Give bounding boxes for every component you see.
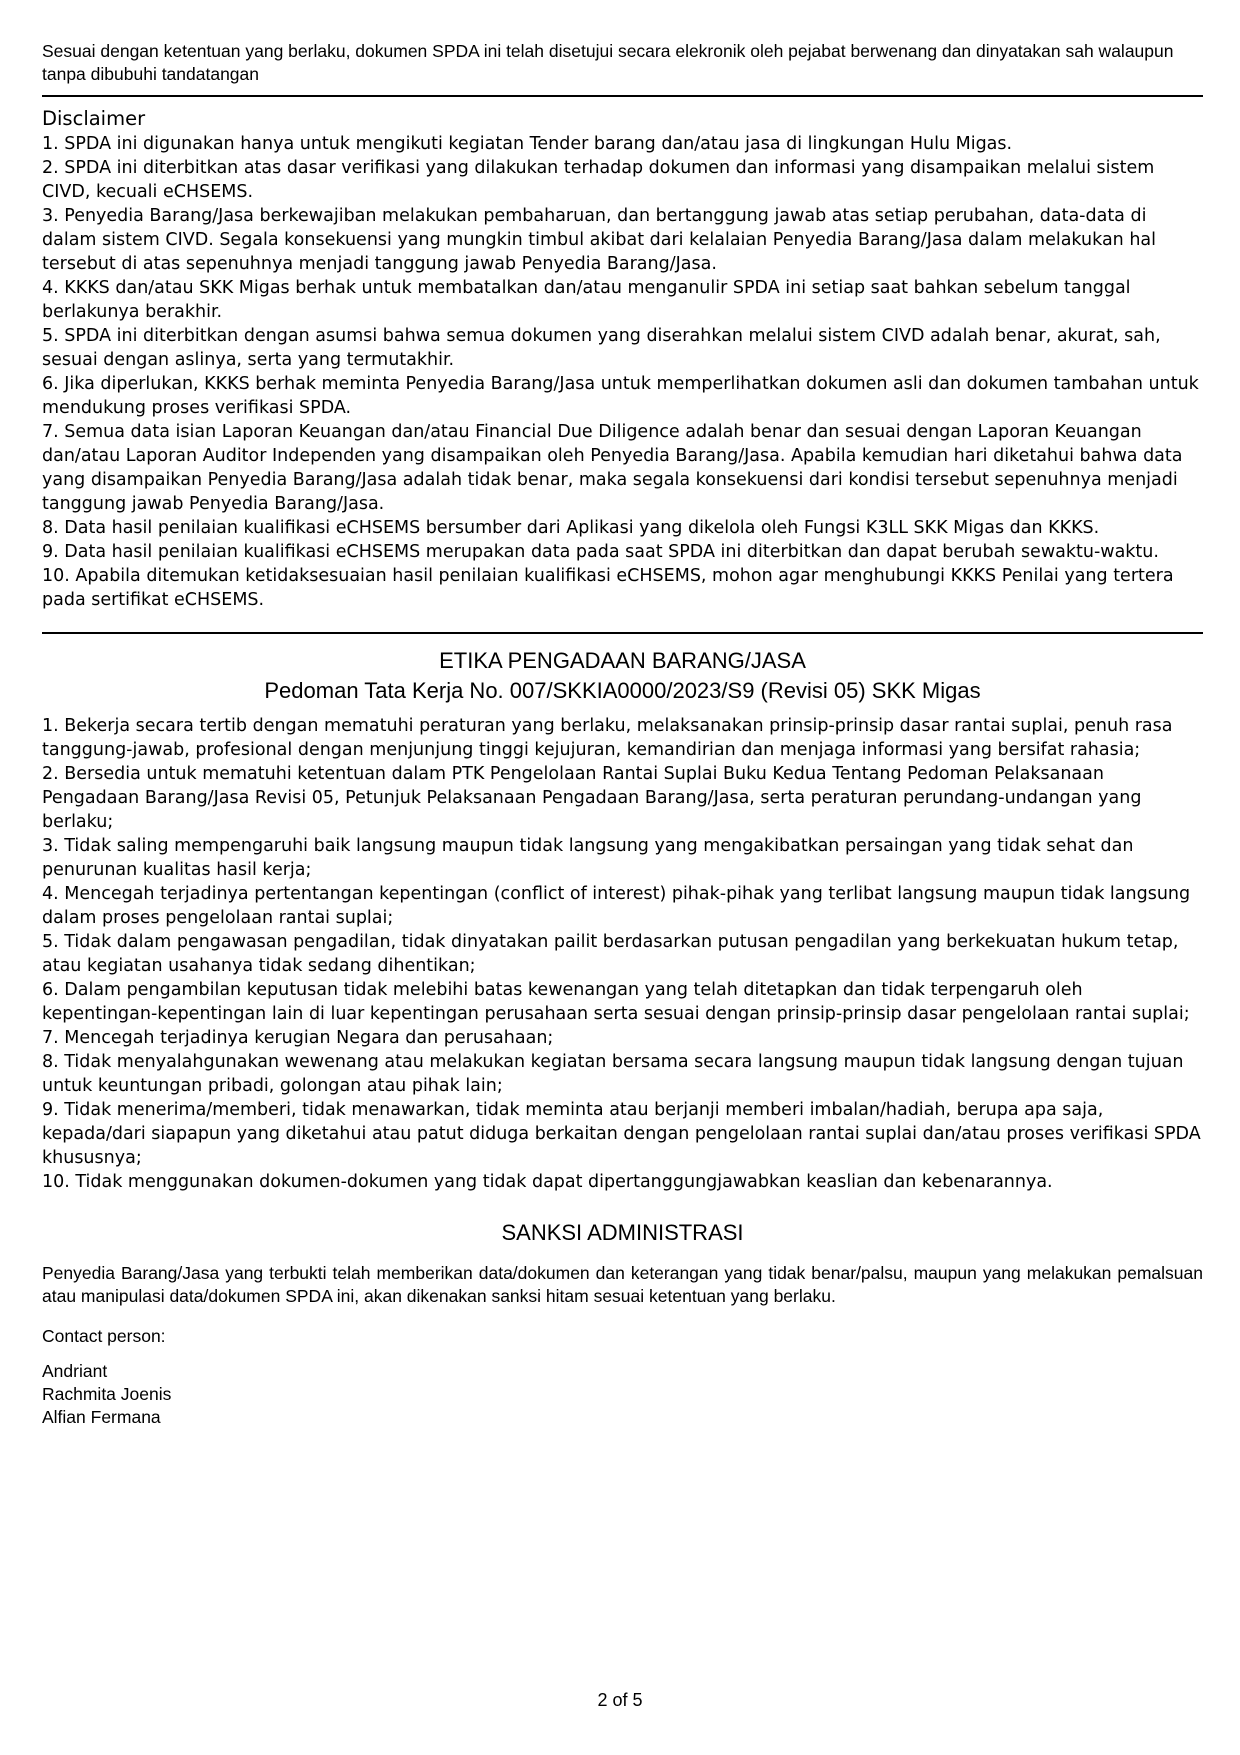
contact-name: Alfian Fermana xyxy=(42,1407,161,1427)
sanksi-section xyxy=(42,1218,1203,1429)
contact-name: Andriant xyxy=(42,1361,108,1381)
disclaimer-item: 2. SPDA ini diterbitkan atas dasar verifikasi yang dilakukan terhadap dokumen dan informasi yang disampaikan melalui sistem CIVD, kecuali eCHSEMS. xyxy=(42,158,1155,202)
divider-middle xyxy=(42,632,1203,634)
etika-item: 2. Bersedia untuk mematuhi ketentuan dalam PTK Pengelolaan Rantai Suplai Buku Kedua Tentang Pedoman Pelaksanaan Pengadaan Barang/Jasa Revisi 05, Petunjuk Pelaksanaan Pengadaan Barang/Jasa, serta peraturan perundang-undangan yang berlaku; xyxy=(42,764,1142,832)
etika-item: 5. Tidak dalam pengawasan pengadilan, tidak dinyatakan pailit berdasarkan putusan pengadilan yang berkekuatan hukum tetap, atau kegiatan usahanya tidak sedang dihentikan; xyxy=(42,932,1179,976)
disclaimer-item: 3. Penyedia Barang/Jasa berkewajiban melakukan pembaharuan, dan bertanggung jawab atas setiap perubahan, data-data di dalam sistem CIVD. Segala konsekuensi yang mungkin timbul akibat dari kelalaian Penyedia Barang/Jasa dalam melakukan hal tersebut di atas sepenuhnya menjadi tanggung jawab Penyedia Barang/Jasa. xyxy=(42,206,1156,274)
etika-item: 9. Tidak menerima/memberi, tidak menawarkan, tidak meminta atau berjanji memberi imbalan/hadiah, berupa apa saja, kepada/dari siapapun yang diketahui atau patut diduga berkaitan dengan pengelolaan rantai suplai dan/atau proses verifikasi SPDA khususnya; xyxy=(42,1100,1201,1168)
disclaimer-list xyxy=(42,132,1203,612)
disclaimer-item: 6. Jika diperlukan, KKKS berhak meminta Penyedia Barang/Jasa untuk memperlihatkan dokumen asli dan dokumen tambahan untuk mendukung proses verifikasi SPDA. xyxy=(42,374,1199,418)
etika-item: 7. Mencegah terjadinya kerugian Negara dan perusahaan; xyxy=(42,1028,554,1048)
etika-item: 10. Tidak menggunakan dokumen-dokumen yang tidak dapat dipertanggungjawabkan keaslian dan kebenarannya. xyxy=(42,1172,1053,1192)
disclaimer-item: 5. SPDA ini diterbitkan dengan asumsi bahwa semua dokumen yang diserahkan melalui sistem CIVD adalah benar, akurat, sah, sesuai dengan aslinya, serta yang termutakhir. xyxy=(42,326,1161,370)
document-page xyxy=(42,40,1203,1429)
disclaimer-title: Disclaimer xyxy=(42,107,146,130)
sanksi-text: Penyedia Barang/Jasa yang terbukti telah memberikan data/dokumen dan keterangan yang tidak benar/palsu, maupun yang melakukan pemalsuan atau manipulasi data/dokumen SPDA ini, akan dikenakan sanksi hitam sesuai ketentuan yang berlaku. xyxy=(42,1263,1203,1306)
disclaimer-item: 1. SPDA ini digunakan hanya untuk mengikuti kegiatan Tender barang dan/atau jasa di lingkungan Hulu Migas. xyxy=(42,134,1013,154)
disclaimer-item: 8. Data hasil penilaian kualifikasi eCHSEMS bersumber dari Aplikasi yang dikelola oleh Fungsi K3LL SKK Migas dan KKKS. xyxy=(42,518,1100,538)
contact-name: Rachmita Joenis xyxy=(42,1384,172,1404)
approval-notice: Sesuai dengan ketentuan yang berlaku, dokumen SPDA ini telah disetujui secara elekronik oleh pejabat berwenang dan dinyatakan sah walaupun tanpa dibubuhi tandatangan xyxy=(42,41,1174,84)
etika-item: 8. Tidak menyalahgunakan wewenang atau melakukan kegiatan bersama secara langsung maupun tidak langsung dengan tujuan untuk keuntungan pribadi, golongan atau pihak lain; xyxy=(42,1052,1184,1096)
disclaimer-item: 9. Data hasil penilaian kualifikasi eCHSEMS merupakan data pada saat SPDA ini diterbitkan dan dapat berubah sewaktu-waktu. xyxy=(42,542,1159,562)
contact-label: Contact person: xyxy=(42,1326,166,1346)
disclaimer-item: 7. Semua data isian Laporan Keuangan dan/atau Financial Due Diligence adalah benar dan sesuai dengan Laporan Keuangan dan/atau Laporan Auditor Independen yang disampaikan oleh Penyedia Barang/Jasa. Apabila kemudian hari diketahui bahwa data yang disampaikan Penyedia Barang/Jasa adalah tidak benar, maka segala konsekuensi dari kondisi tersebut sepenuhnya menjadi tanggung jawab Penyedia Barang/Jasa. xyxy=(42,422,1183,514)
etika-section xyxy=(42,646,1203,1194)
sanksi-title: SANKSI ADMINISTRASI xyxy=(501,1220,744,1245)
etika-item: 3. Tidak saling mempengaruhi baik langsung maupun tidak langsung yang mengakibatkan persaingan yang tidak sehat dan penurunan kualitas hasil kerja; xyxy=(42,836,1134,880)
etika-item: 4. Mencegah terjadinya pertentangan kepentingan (conflict of interest) pihak-pihak yang terlibat langsung maupun tidak langsung dalam proses pengelolaan rantai suplai; xyxy=(42,884,1191,928)
etika-list xyxy=(42,714,1203,1194)
divider-top xyxy=(42,95,1203,97)
etika-item: 1. Bekerja secara tertib dengan mematuhi peraturan yang berlaku, melaksanakan prinsip-prinsip dasar rantai suplai, penuh rasa tanggung-jawab, profesional dengan menjunjung tinggi kejujuran, kemandirian dan menjaga informasi yang bersifat rahasia; xyxy=(42,716,1173,760)
disclaimer-item: 10. Apabila ditemukan ketidaksesuaian hasil penilaian kualifikasi eCHSEMS, mohon agar menghubungi KKKS Penilai yang tertera pada sertifikat eCHSEMS. xyxy=(42,566,1174,610)
disclaimer-item: 4. KKKS dan/atau SKK Migas berhak untuk membatalkan dan/atau menganulir SPDA ini setiap saat bahkan sebelum tanggal berlakunya berakhir. xyxy=(42,278,1131,322)
etika-subtitle: Pedoman Tata Kerja No. 007/SKKIA0000/2023/S9 (Revisi 05) SKK Migas xyxy=(264,678,981,703)
etika-item: 6. Dalam pengambilan keputusan tidak melebihi batas kewenangan yang telah ditetapkan dan tidak terpengaruh oleh kepentingan-kepentingan lain di luar kepentingan perusahaan serta sesuai dengan prinsip-prinsip dasar pengelolaan rantai suplai; xyxy=(42,980,1190,1024)
etika-title: ETIKA PENGADAAN BARANG/JASA xyxy=(439,648,806,673)
contact-list xyxy=(42,1360,1203,1429)
disclaimer-section xyxy=(42,106,1203,612)
page-number: 2 of 5 xyxy=(597,1690,643,1710)
